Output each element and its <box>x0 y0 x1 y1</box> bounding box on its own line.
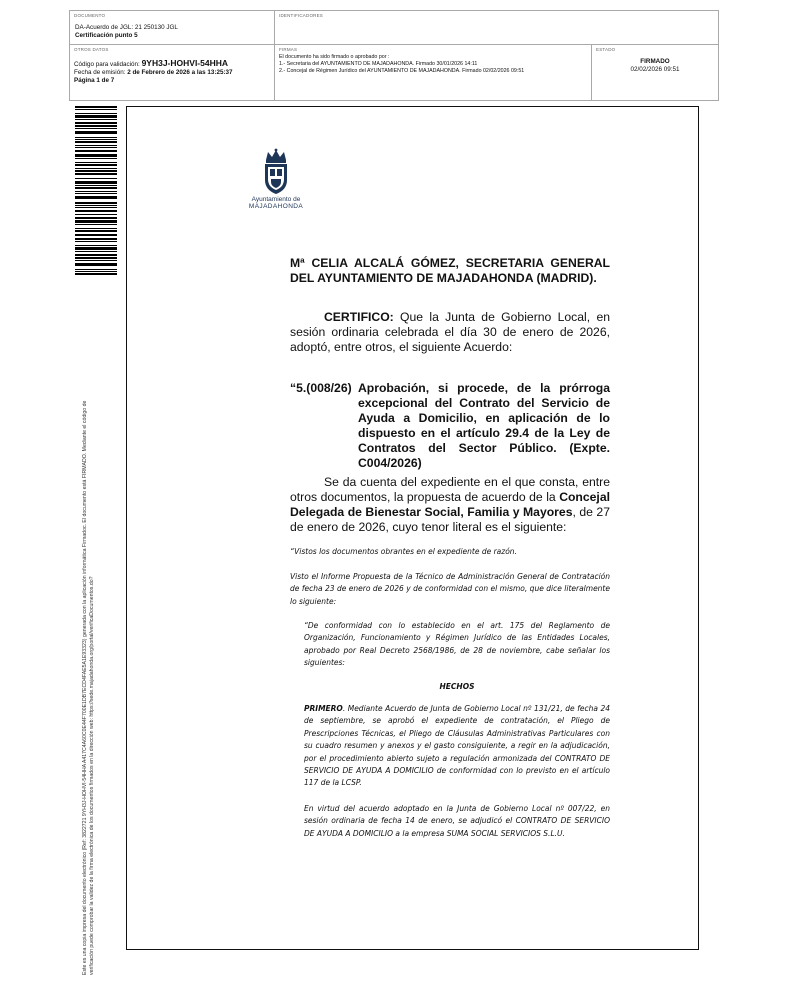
barcode-bar <box>75 141 117 143</box>
barcode-bar <box>75 162 117 163</box>
fecha-prefix: Fecha de emisión: <box>74 69 126 76</box>
estado-value: FIRMADO <box>640 58 670 65</box>
barcode-bar <box>75 178 117 179</box>
ayuntamiento-logo <box>236 148 316 218</box>
codigo-prefix: Código para validación: <box>74 61 140 68</box>
barcode <box>75 106 117 278</box>
conformidad-paragraph: “De conformidad con lo establecido en el art. 175 del Reglamento de Organización, Funcionamiento y Régimen Jurídico de las Entidades Locales, aprobado por Real Decreto 2568/1986, de 28 de noviembre, cabe señalar los siguientes: <box>304 621 610 668</box>
firmas-intro: El documento ha sido firmado o aprobado por : <box>279 54 390 60</box>
certifico-label: CERTIFICO: <box>324 310 394 324</box>
documento-label: DOCUMENTO <box>74 13 106 18</box>
barcode-bar <box>75 228 117 229</box>
barcode-bar <box>75 247 117 250</box>
validation-line-2: verificación puede comprobar la validez de la firma electrónica de los documentos firmados en la dirección web: https://sede.majadahonda.org/portal/verificaDocumentos.do? <box>89 576 96 975</box>
certifico-text: Que la Junta de Gobierno Local, en sesión ordinaria celebrada el día 30 de enero de 2026, adoptó, entre otros, el siguiente Acuerdo: <box>290 310 610 354</box>
barcode-bar <box>75 131 117 134</box>
da-cuenta-text-2: , de 27 de enero de 2026, cuyo tenor literal es el siguiente: <box>290 505 610 534</box>
barcode-bar <box>75 154 117 157</box>
identificadores-label: IDENTIFICADORES <box>279 13 324 18</box>
documento-line2: Certificación punto 5 <box>75 32 138 39</box>
firma-2: 2.- Concejal de Régimen Jurídico del AYUNTAMIENTO DE MAJADAHONDA. Firmado 02/02/2026 09:51 <box>279 68 525 74</box>
barcode-bar <box>75 210 117 212</box>
barcode-bar <box>75 217 117 219</box>
validation-sidebar <box>82 305 96 975</box>
documento-line1: DA-Acuerdo de JGL: 21 250130 JGL <box>75 24 178 31</box>
certificate-heading: Mª CELIA ALCALÁ GÓMEZ, SECRETARIA GENERAL DEL AYUNTAMIENTO DE MAJADAHONDA (MADRID). <box>290 256 610 285</box>
logo-line-2: MAJADAHONDA <box>248 203 304 210</box>
barcode-bar <box>75 254 117 256</box>
visto-informe-paragraph: Visto el Informe Propuesta de la Técnico de Administración General de Contratación de fecha 23 de enero de 2026 y de conformidad con el mismo, que dice literalmente lo siguiente: <box>290 572 610 606</box>
concejal-name: Concejal Delegada de Bienestar Social, Familia y Mayores <box>290 490 610 519</box>
barcode-bar <box>75 158 117 159</box>
codigo-validacion <box>74 59 233 69</box>
barcode-bar <box>75 187 117 189</box>
barcode-bar <box>75 196 117 199</box>
barcode-bar <box>75 220 117 223</box>
validation-line-1: Este es una copia impresa del documento electrónico (Ref: 3822721 9YH3J-HOHVI-54HHA A417C4A60C0E44F700E1DB7ECD4FAE5A1E93323) generada con la aplicación informática Firmadoc. El documento está FIRMADO. Mediante el código de <box>82 400 88 975</box>
barcode-bar <box>75 245 117 246</box>
barcode-bar <box>75 164 117 166</box>
barcode-bar <box>75 170 117 172</box>
firmas-cell <box>275 45 592 100</box>
estado-cell <box>592 45 718 100</box>
barcode-bar <box>75 113 117 114</box>
estado-fecha: 02/02/2026 09:51 <box>630 66 680 73</box>
da-cuenta-paragraph <box>290 475 610 535</box>
barcode-bar <box>75 115 117 118</box>
barcode-bar <box>75 214 117 215</box>
barcode-bar <box>75 122 117 124</box>
barcode-bar <box>75 257 117 259</box>
barcode-bar <box>75 205 117 206</box>
otros-datos-label: OTROS DATOS <box>74 47 109 52</box>
virtud-paragraph: En virtud del acuerdo adoptado en la Junta de Gobierno Local nº 007/22, en sesión ordinaria de fecha 14 de enero, se adjudicó el CONTRATO DE SERVICIO DE AYUDA A DOMICILIO a la empresa SUMA SOCIAL SERVICIOS S.L.U. <box>304 804 610 838</box>
barcode-bar <box>75 145 117 146</box>
barcode-bar <box>75 147 117 148</box>
barcode-bar <box>75 193 117 194</box>
barcode-bar <box>75 224 117 225</box>
barcode-bar <box>75 271 117 272</box>
firma-1: 1.- Secretaria del AYUNTAMIENTO DE MAJADAHONDA. Firmado 30/01/2026 14:11 <box>279 61 478 67</box>
barcode-bar <box>75 241 117 242</box>
certifico-paragraph <box>290 310 610 355</box>
barcode-bar <box>75 202 117 204</box>
barcode-bar <box>75 168 117 169</box>
barcode-bar <box>75 106 117 108</box>
vistos-paragraph: “Vistos los documentos obrantes en el expediente de razón. <box>290 547 517 556</box>
barcode-bar <box>75 185 117 186</box>
codigo-value: 9YH3J-HOHVI-54HHA <box>141 58 229 68</box>
coat-of-arms-icon <box>259 148 293 196</box>
hechos-heading: HECHOS <box>439 682 475 691</box>
otros-datos-cell <box>70 45 275 100</box>
barcode-bar <box>75 181 117 184</box>
barcode-bar <box>75 269 117 270</box>
fecha-value: 2 de Febrero de 2026 a las 13:25:37 <box>127 69 233 76</box>
barcode-bar <box>75 137 117 138</box>
barcode-bar <box>75 263 117 266</box>
barcode-bar <box>75 251 117 252</box>
barcode-bar <box>75 128 117 129</box>
barcode-bar <box>75 230 117 232</box>
logo-line-1: Ayuntamiento de <box>251 196 301 203</box>
barcode-bar <box>75 150 117 152</box>
barcode-bar <box>75 238 117 240</box>
barcode-bar <box>75 173 117 175</box>
document-header <box>69 10 719 101</box>
firmas-label: FIRMAS <box>279 47 298 52</box>
primero-text: . Mediante Acuerdo de Junta de Gobierno Local nº 131/21, de fecha 24 de septiembre, se aprobó el expediente de contratación, el Pliego de Prescripciones Técnicas, el Pliego de Cláusulas Administrativas Particulares con su cuadro resumen y anexos y el gasto consiguiente, a regir en la adjudicación, por el procedimiento abierto sujeto a regulación armonizada del CONTRATO DE SERVICIO DE AYUDA A DOMICILIO de conformidad con lo previsto en el artículo 117 de la LCSP. <box>304 704 610 788</box>
barcode-bar <box>75 191 117 192</box>
estado-label: ESTADO <box>596 47 616 52</box>
barcode-bar <box>75 273 117 275</box>
barcode-bar <box>75 119 117 120</box>
documento-cell <box>70 11 275 45</box>
pagina-indicator: Página 1 de 7 <box>74 77 115 84</box>
barcode-bar <box>75 234 117 236</box>
agreement-block <box>290 381 610 471</box>
da-cuenta-text-1: Se da cuenta del expediente en el que consta, entre otros documentos, la propuesta de acuerdo de la <box>290 475 610 504</box>
barcode-bar <box>75 109 117 110</box>
agreement-number: “5.(008/26) <box>290 381 352 395</box>
agreement-title: Aprobación, si procede, de la prórroga excepcional del Contrato del Servicio de Ayuda a Domicilio, en aplicación de lo dispuesto en el artículo 29.4 de la Ley de Contratos del Sector Público. (Expte. C004/2026) <box>358 381 610 470</box>
barcode-bar <box>75 260 117 261</box>
barcode-bar <box>75 207 117 208</box>
fecha-emision <box>74 69 233 77</box>
primero-label: PRIMERO <box>304 704 343 713</box>
barcode-bar <box>75 139 117 140</box>
primero-paragraph <box>304 703 610 790</box>
identificadores-cell <box>275 11 718 45</box>
barcode-bar <box>75 125 117 127</box>
